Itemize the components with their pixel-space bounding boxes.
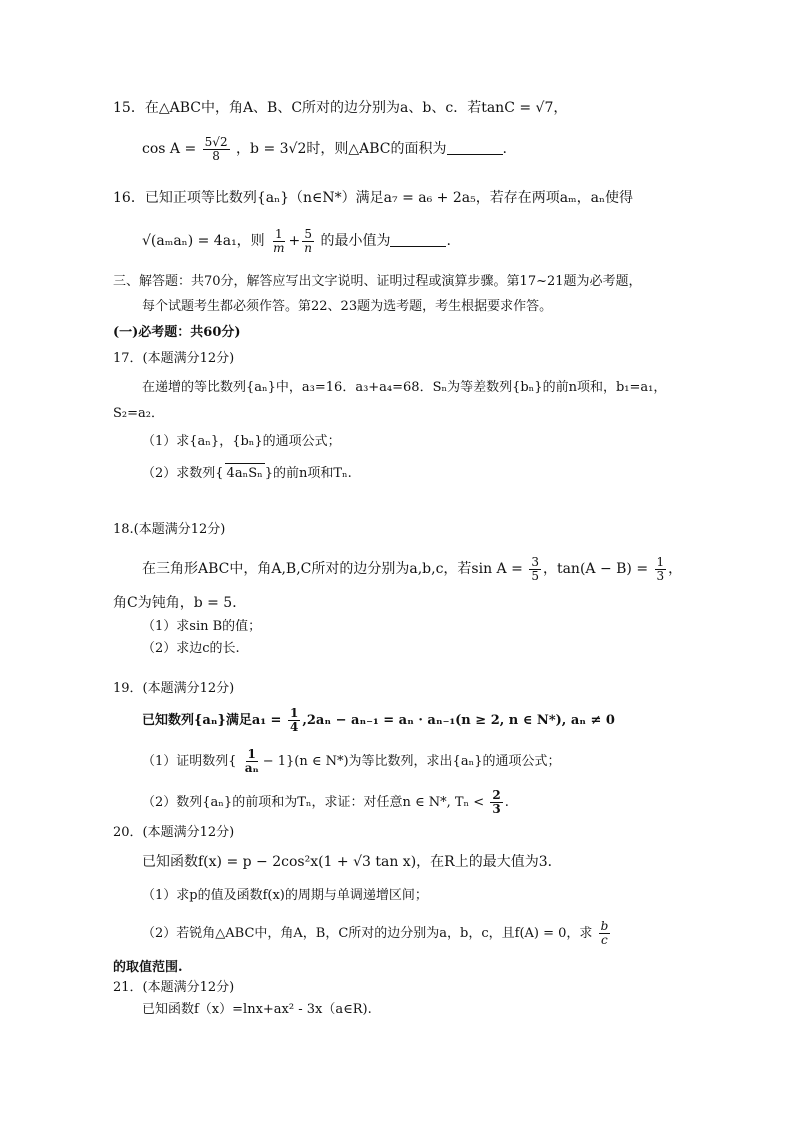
q21-heading: 21．(本题满分12分) [113, 980, 235, 995]
q17-line2: S₂=a₂． [113, 406, 164, 421]
q18-part2: （2）求边c的长. [142, 641, 240, 656]
q19-part1: （1）证明数列{ $\frac{1}{\text{aₙ}}$ − 1}(n ∈ N*)为等比数列，求出{aₙ}的通项公式； [142, 747, 561, 775]
q17-part1: （1）求{aₙ}，{bₙ}的通项公式； [142, 434, 341, 449]
part1-title: (一)必考题：共60分) [113, 325, 241, 340]
q20-line1: 已知函数f(x) = p − 2cos²x(1 + √3 tan x)，在R上的最大值为3． [142, 854, 562, 870]
q15-line1: 15．在△ABC中，角A、B、C所对的边分别为a、b、c．若tanC = √7， [113, 100, 568, 116]
q16-line1: 16．已知正项等比数列{aₙ}（n∈N*）满足a₇ = a₆ + 2a₅，若存在两项aₘ，aₙ使得 [113, 190, 634, 206]
q19-heading: 19．(本题满分12分) [113, 681, 235, 696]
q19-reciprocal-fraction: $\frac{1}{\text{aₙ}}$ [244, 747, 259, 775]
q15-line2: cos A = $\frac{5√2}{8}$ ，b = 3√2时，则△ABC的面积为 . [142, 134, 507, 163]
q19-bound-fraction: $\frac{2}{3}$ [492, 788, 501, 816]
q18-heading: 18.(本题满分12分) [113, 522, 226, 537]
q20-ratio-fraction: $\frac{b}{c}$ [600, 919, 609, 947]
q20-part1: （1）求p的值及函数f(x)的周期与单调递增区间； [142, 888, 428, 903]
q20-part2: （2）若锐角△ABC中，角A，B，C所对的边分别为a，b，c，且f(A) = 0，求 $\frac{b}{c}$ [142, 919, 609, 947]
q19-line1: 已知数列{aₙ}满足a₁ = $\frac{1}{4}$ ,2aₙ − aₙ₋₁ = aₙ · aₙ₋₁(n ≥ 2, n ∈ N*), aₙ ≠ 0 [142, 706, 615, 734]
q17-line1: 在递增的等比数列{aₙ}中，a₃=16．a₃+a₄=68．Sₙ为等差数列{bₙ}的前n项和，b₁=a₁， [142, 380, 667, 395]
q20-heading: 20．(本题满分12分) [113, 825, 235, 840]
q18-tan-fraction: $\frac{1}{3}$ [656, 554, 665, 583]
section3-line2: 每个试题考生都必须作答。第22、23题为选考题，考生根据要求作答。 [142, 299, 553, 314]
q18-line2: 角C为钝角，b = 5． [113, 595, 247, 611]
q20-line3: 的取值范围. [113, 960, 183, 975]
q18-sin-fraction: $\frac{3}{5}$ [531, 554, 539, 583]
q16-fraction-1: $\frac{1}{m}$ [273, 226, 285, 255]
q19-a1-fraction: $\frac{1}{4}$ [289, 706, 299, 734]
q17-sqrt: 4aₙSₙ [225, 463, 265, 484]
q17-heading: 17．(本题满分12分) [113, 351, 235, 366]
q18-line1: 在三角形ABC中，角A,B,C所对的边分别为a,b,c，若sin A = $\frac{3}{5}$ ，tan(A − B) = $\frac{1}{3}$ ， [142, 554, 683, 583]
section3-line1: 三、解答题：共70分，解答应写出文字说明、证明过程或演算步骤。第17~21题为必考题， [113, 274, 642, 289]
q21-line1: 已知函数f（x）=lnx+ax² - 3x（a∈R). [142, 1002, 372, 1017]
q18-part1: （1）求sin B的值； [142, 619, 262, 634]
q15-cos-fraction: $\frac{5√2}{8}$ [204, 134, 228, 163]
q16-fraction-2: $\frac{5}{n}$ [304, 226, 312, 255]
q16-answer-blank [390, 232, 446, 247]
q19-part2: （2）数列{aₙ}的前项和为Tₙ，求证：对任意n ∈ N*, Tₙ < $\frac{2}{3}$ . [142, 788, 509, 816]
q15-answer-blank [447, 140, 503, 155]
q16-line2: √(aₘaₙ) = 4a₁，则 $\frac{1}{m}$ + $\frac{5}{n}$ 的最小值为 . [142, 226, 451, 255]
q17-part2: （2）求数列{ 4aₙSₙ }的前n项和Tₙ. [142, 463, 352, 484]
